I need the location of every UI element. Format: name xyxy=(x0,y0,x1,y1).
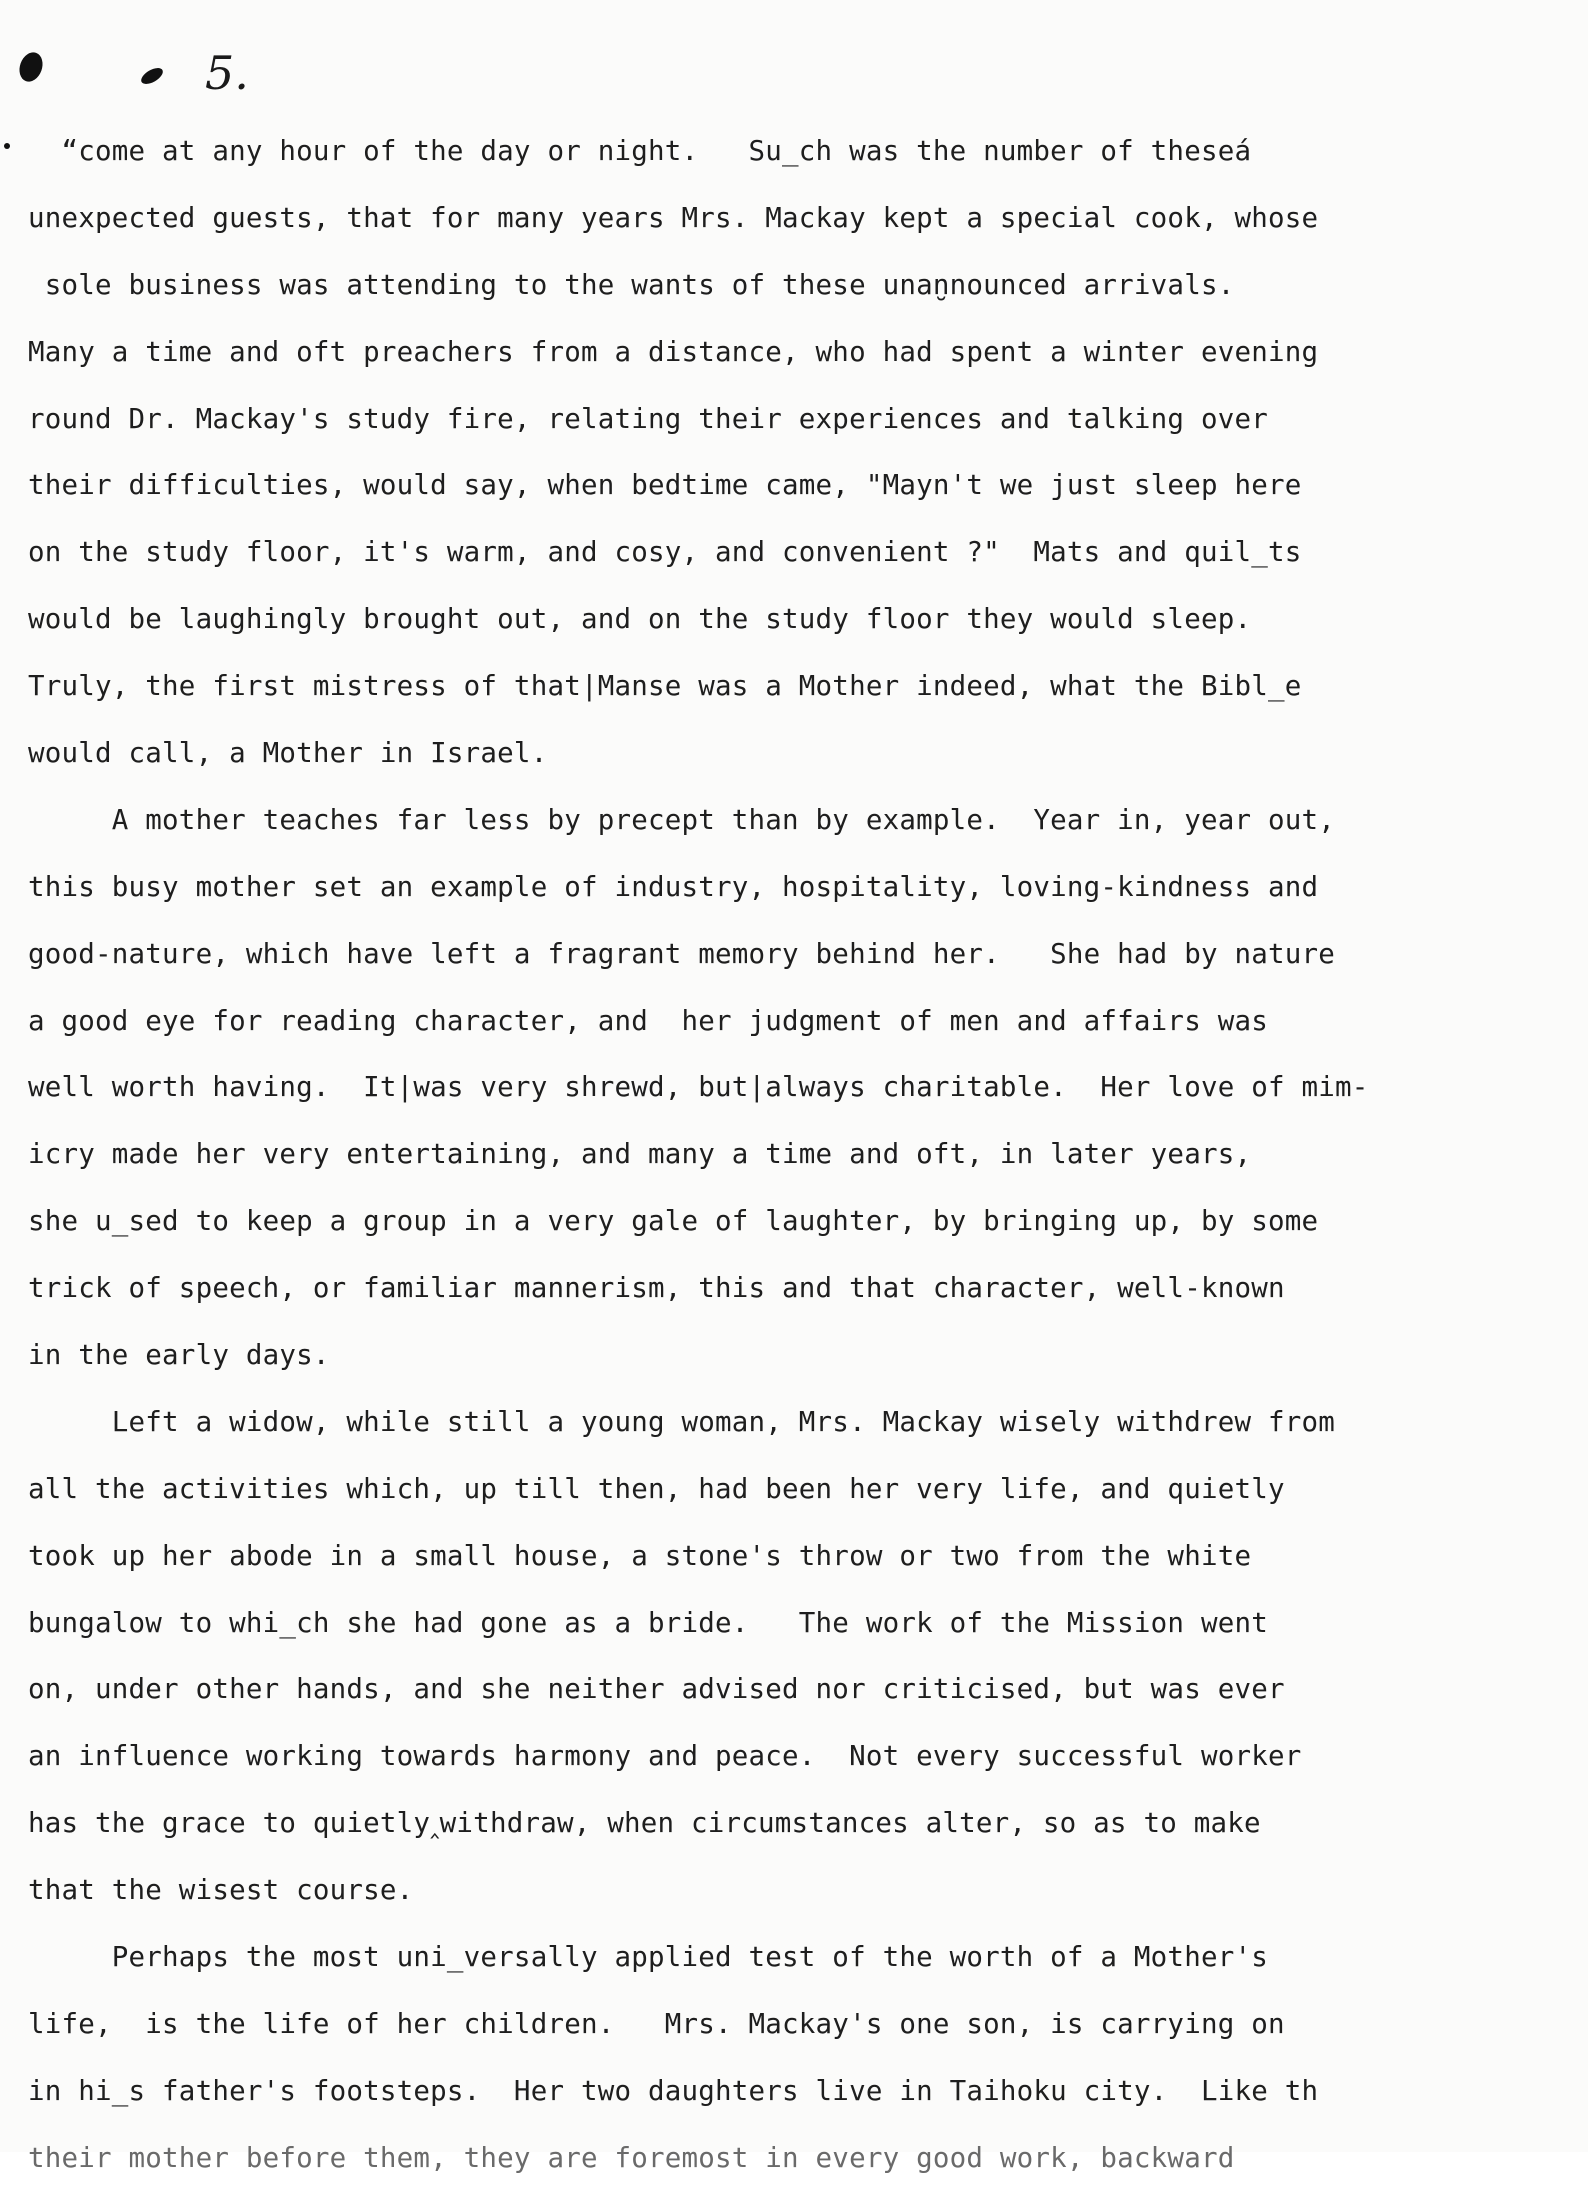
text-line: A mother teaches far less by precept than by example. Year in, year out, xyxy=(28,803,1335,836)
text-line: trick of speech, or familiar mannerism, this and that character, well-known xyxy=(28,1272,1285,1305)
text-line: in the early days. xyxy=(28,1339,330,1372)
text-line: in hi_s father's footsteps. Her two daughters live in Taihoku city. Like th xyxy=(28,2074,1319,2107)
text-line: Perhaps the most uni_versally applied test of the worth of a Mother's xyxy=(28,1941,1268,1974)
page-number: 5. xyxy=(205,46,249,100)
text-line: well worth having. It∣was very shrewd, but∣always charitable. Her love of mim- xyxy=(28,1071,1369,1104)
text-line: would call, a Mother in Israel. xyxy=(28,737,548,770)
text-line: all the activities which, up till then, had been her very life, and quietly xyxy=(28,1472,1285,1505)
text-line: on the study floor, it's warm, and cosy, and convenient ?" Mats and quil_ts xyxy=(28,536,1302,569)
text-line: icry made her very entertaining, and many a time and oft, in later years, xyxy=(28,1138,1252,1171)
text-line: has the grace to quietly‸withdraw, when circumstances alter, so as to make xyxy=(28,1807,1261,1840)
text-line: sole business was attending to the wants of these unan̮nounced arrivals. xyxy=(28,268,1235,301)
text-line: round Dr. Mackay's study fire, relating their experiences and talking over xyxy=(28,402,1268,435)
ink-dash-mark xyxy=(139,65,166,87)
text-line: unexpected guests, that for many years Mrs. Mackay kept a special cook, whose xyxy=(28,201,1319,234)
text-line: “come at any hour of the day or night. Su_ch was the number of theseá xyxy=(28,135,1252,167)
typed-body-text xyxy=(28,118,1568,2192)
text-line: bungalow to whi_ch she had gone as a bride. The work of the Mission went xyxy=(28,1606,1268,1639)
text-line: their difficulties, would say, when bedtime came, "Mayn't we just sleep here xyxy=(28,469,1302,502)
text-line: a good eye for reading character, and her judgment of men and affairs was xyxy=(28,1004,1268,1037)
text-line-cut-off: their mother before them, they are foremost in every good work, backward xyxy=(28,2141,1235,2174)
text-line: on, under other hands, and she neither advised nor criticised, but was ever xyxy=(28,1673,1285,1706)
text-line: that the wisest course. xyxy=(28,1874,414,1907)
ink-dot-mark xyxy=(4,143,10,149)
text-line: Left a widow, while still a young woman, Mrs. Mackay wisely withdrew from xyxy=(28,1405,1335,1438)
text-line: would be laughingly brought out, and on the study floor they would sleep. xyxy=(28,603,1252,636)
text-line: life, is the life of her children. Mrs. Mackay's one son, is carrying on xyxy=(28,2007,1285,2040)
text-line: good-nature, which have left a fragrant memory behind her. She had by nature xyxy=(28,937,1335,970)
text-line: an influence working towards harmony and peace. Not every successful worker xyxy=(28,1740,1302,1773)
ink-blot-mark xyxy=(16,49,47,85)
text-line: took up her abode in a small house, a stone's throw or two from the white xyxy=(28,1539,1252,1572)
text-line: she u_sed to keep a group in a very gale of laughter, by bringing up, by some xyxy=(28,1205,1319,1238)
text-line: Truly, the first mistress of that∣Manse was a Mother indeed, what the Bibl_e xyxy=(28,670,1302,703)
text-line: this busy mother set an example of industry, hospitality, loving-kindness and xyxy=(28,870,1319,903)
text-line: Many a time and oft preachers from a distance, who had spent a winter evening xyxy=(28,335,1319,368)
